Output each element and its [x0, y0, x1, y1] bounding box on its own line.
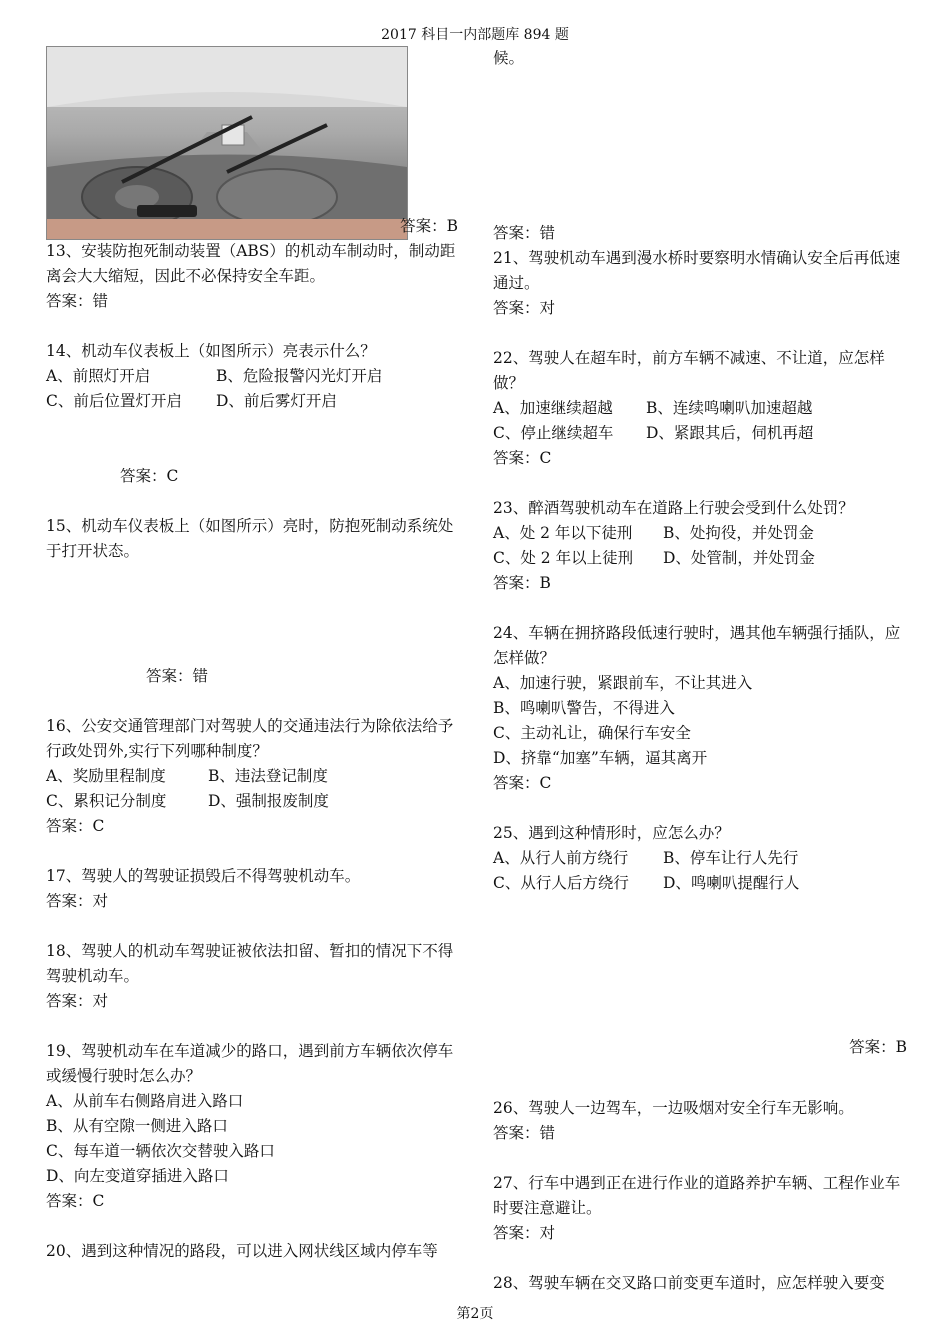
question-19-text: 19、驾驶机动车在车道减少的路口，遇到前方车辆依次停车或缓慢行驶时怎么办？ [46, 1042, 454, 1085]
option-c: C、前后位置灯开启 [46, 392, 182, 410]
option-b: B、鸣喇叭警告，不得进入 [493, 699, 675, 717]
question-22-text: 22、驾驶人在超车时，前方车辆不减速、不让道，应怎样做？ [493, 349, 885, 392]
question-23-text: 23、醉酒驾驶机动车在道路上行驶会受到什么处罚？ [493, 499, 854, 517]
option-a: A、从行人前方绕行 [493, 849, 629, 867]
answer-label: 答案：错 [493, 224, 556, 242]
option-d: D、向左变道穿插进入路口 [46, 1167, 229, 1185]
question-13-text: 13、安装防抱死制动装置（ABS）的机动车制动时，制动距离会大大缩短，因此不必保持安全车距。 [46, 242, 456, 285]
answer-label: 答案：错 [493, 1124, 556, 1142]
answer-label: 答案：C [120, 467, 179, 485]
option-d: D、挤靠“加塞”车辆，逼其离开 [493, 749, 708, 767]
question-17-text: 17、驾驶人的驾驶证损毁后不得驾驶机动车。 [46, 867, 361, 885]
option-a: A、加速继续超越 [493, 399, 613, 417]
answer-label: 答案：对 [493, 1224, 556, 1242]
question-15-text: 15、机动车仪表板上（如图所示）亮时，防抱死制动系统处于打开状态。 [46, 517, 454, 560]
question-12-figure [46, 46, 460, 239]
option-d: D、强制报废制度 [208, 792, 329, 810]
question-14-text: 14、机动车仪表板上（如图所示）亮表示什么？ [46, 342, 376, 360]
answer-label: 答案：B [849, 1038, 907, 1056]
option-c: C、从行人后方绕行 [493, 874, 629, 892]
answer-label: 答案：对 [46, 892, 109, 910]
option-a: A、奖励里程制度 [46, 767, 166, 785]
option-a: A、从前车右侧路肩进入路口 [46, 1092, 244, 1110]
option-d: D、前后雾灯开启 [216, 392, 337, 410]
option-b: B、处拘役，并处罚金 [663, 524, 814, 542]
left-column [46, 46, 460, 1264]
option-c: C、停止继续超车 [493, 424, 614, 442]
question-18-text: 18、驾驶人的机动车驾驶证被依法扣留、暂扣的情况下不得驾驶机动车。 [46, 942, 454, 985]
answer-label: 答案：C [493, 774, 552, 792]
answer-label: 答案：C [493, 449, 552, 467]
page-footer: 第2页 [456, 1306, 494, 1322]
option-b: B、违法登记制度 [208, 767, 328, 785]
option-b: B、从有空隙一侧进入路口 [46, 1117, 228, 1135]
question-27-text: 27、行车中遇到正在进行作业的道路养护车辆、工程作业车时要注意避让。 [493, 1174, 901, 1217]
option-b: B、连续鸣喇叭加速超越 [646, 399, 813, 417]
page-header: 2017 科目一内部题库 894 题 [381, 27, 569, 43]
answer-label: 答案：对 [46, 992, 109, 1010]
option-b: B、危险报警闪光灯开启 [216, 367, 383, 385]
question-24-text: 24、车辆在拥挤路段低速行驶时，遇其他车辆强行插队，应怎样做？ [493, 624, 901, 667]
question-26-text: 26、驾驶人一边驾车，一边吸烟对安全行车无影响。 [493, 1099, 854, 1117]
answer-label: 答案：对 [493, 299, 556, 317]
option-a: A、加速行驶，紧跟前车，不让其进入 [493, 674, 753, 692]
question-16-text: 16、公安交通管理部门对驾驶人的交通违法行为除依法给予行政处罚外,实行下列哪种制度？ [46, 717, 454, 760]
right-column [493, 46, 907, 1296]
question-28-text: 28、驾驶车辆在交叉路口前变更车道时，应怎样驶入要变 [493, 1274, 885, 1292]
option-c: C、累积记分制度 [46, 792, 167, 810]
answer-label: 答案：B [493, 574, 551, 592]
answer-label: 答案：C [46, 1192, 105, 1210]
rainy-windshield-photo [46, 46, 408, 240]
answer-label: 答案：B [400, 217, 458, 235]
option-d: D、鸣喇叭提醒行人 [663, 874, 800, 892]
option-d: D、紧跟其后，伺机再超 [646, 424, 814, 442]
answer-label: 答案：错 [146, 667, 209, 685]
option-c: C、处 2 年以上徒刑 [493, 549, 634, 567]
option-c: C、每车道一辆依次交替驶入路口 [46, 1142, 275, 1160]
question-25-text: 25、遇到这种情形时，应怎么办？ [493, 824, 730, 842]
option-a: A、前照灯开启 [46, 367, 151, 385]
option-c: C、主动礼让，确保行车安全 [493, 724, 691, 742]
option-b: B、停车让行人先行 [663, 849, 799, 867]
answer-label: 答案：错 [46, 292, 109, 310]
answer-label: 答案：C [46, 817, 105, 835]
question-21-text: 21、驾驶机动车遇到漫水桥时要察明水情确认安全后再低速通过。 [493, 249, 901, 292]
question-20-continuation: 候。 [493, 49, 525, 67]
option-d: D、处管制，并处罚金 [663, 549, 815, 567]
option-a: A、处 2 年以下徒刑 [493, 524, 633, 542]
question-20-text: 20、遇到这种情况的路段，可以进入网状线区域内停车等 [46, 1242, 438, 1260]
